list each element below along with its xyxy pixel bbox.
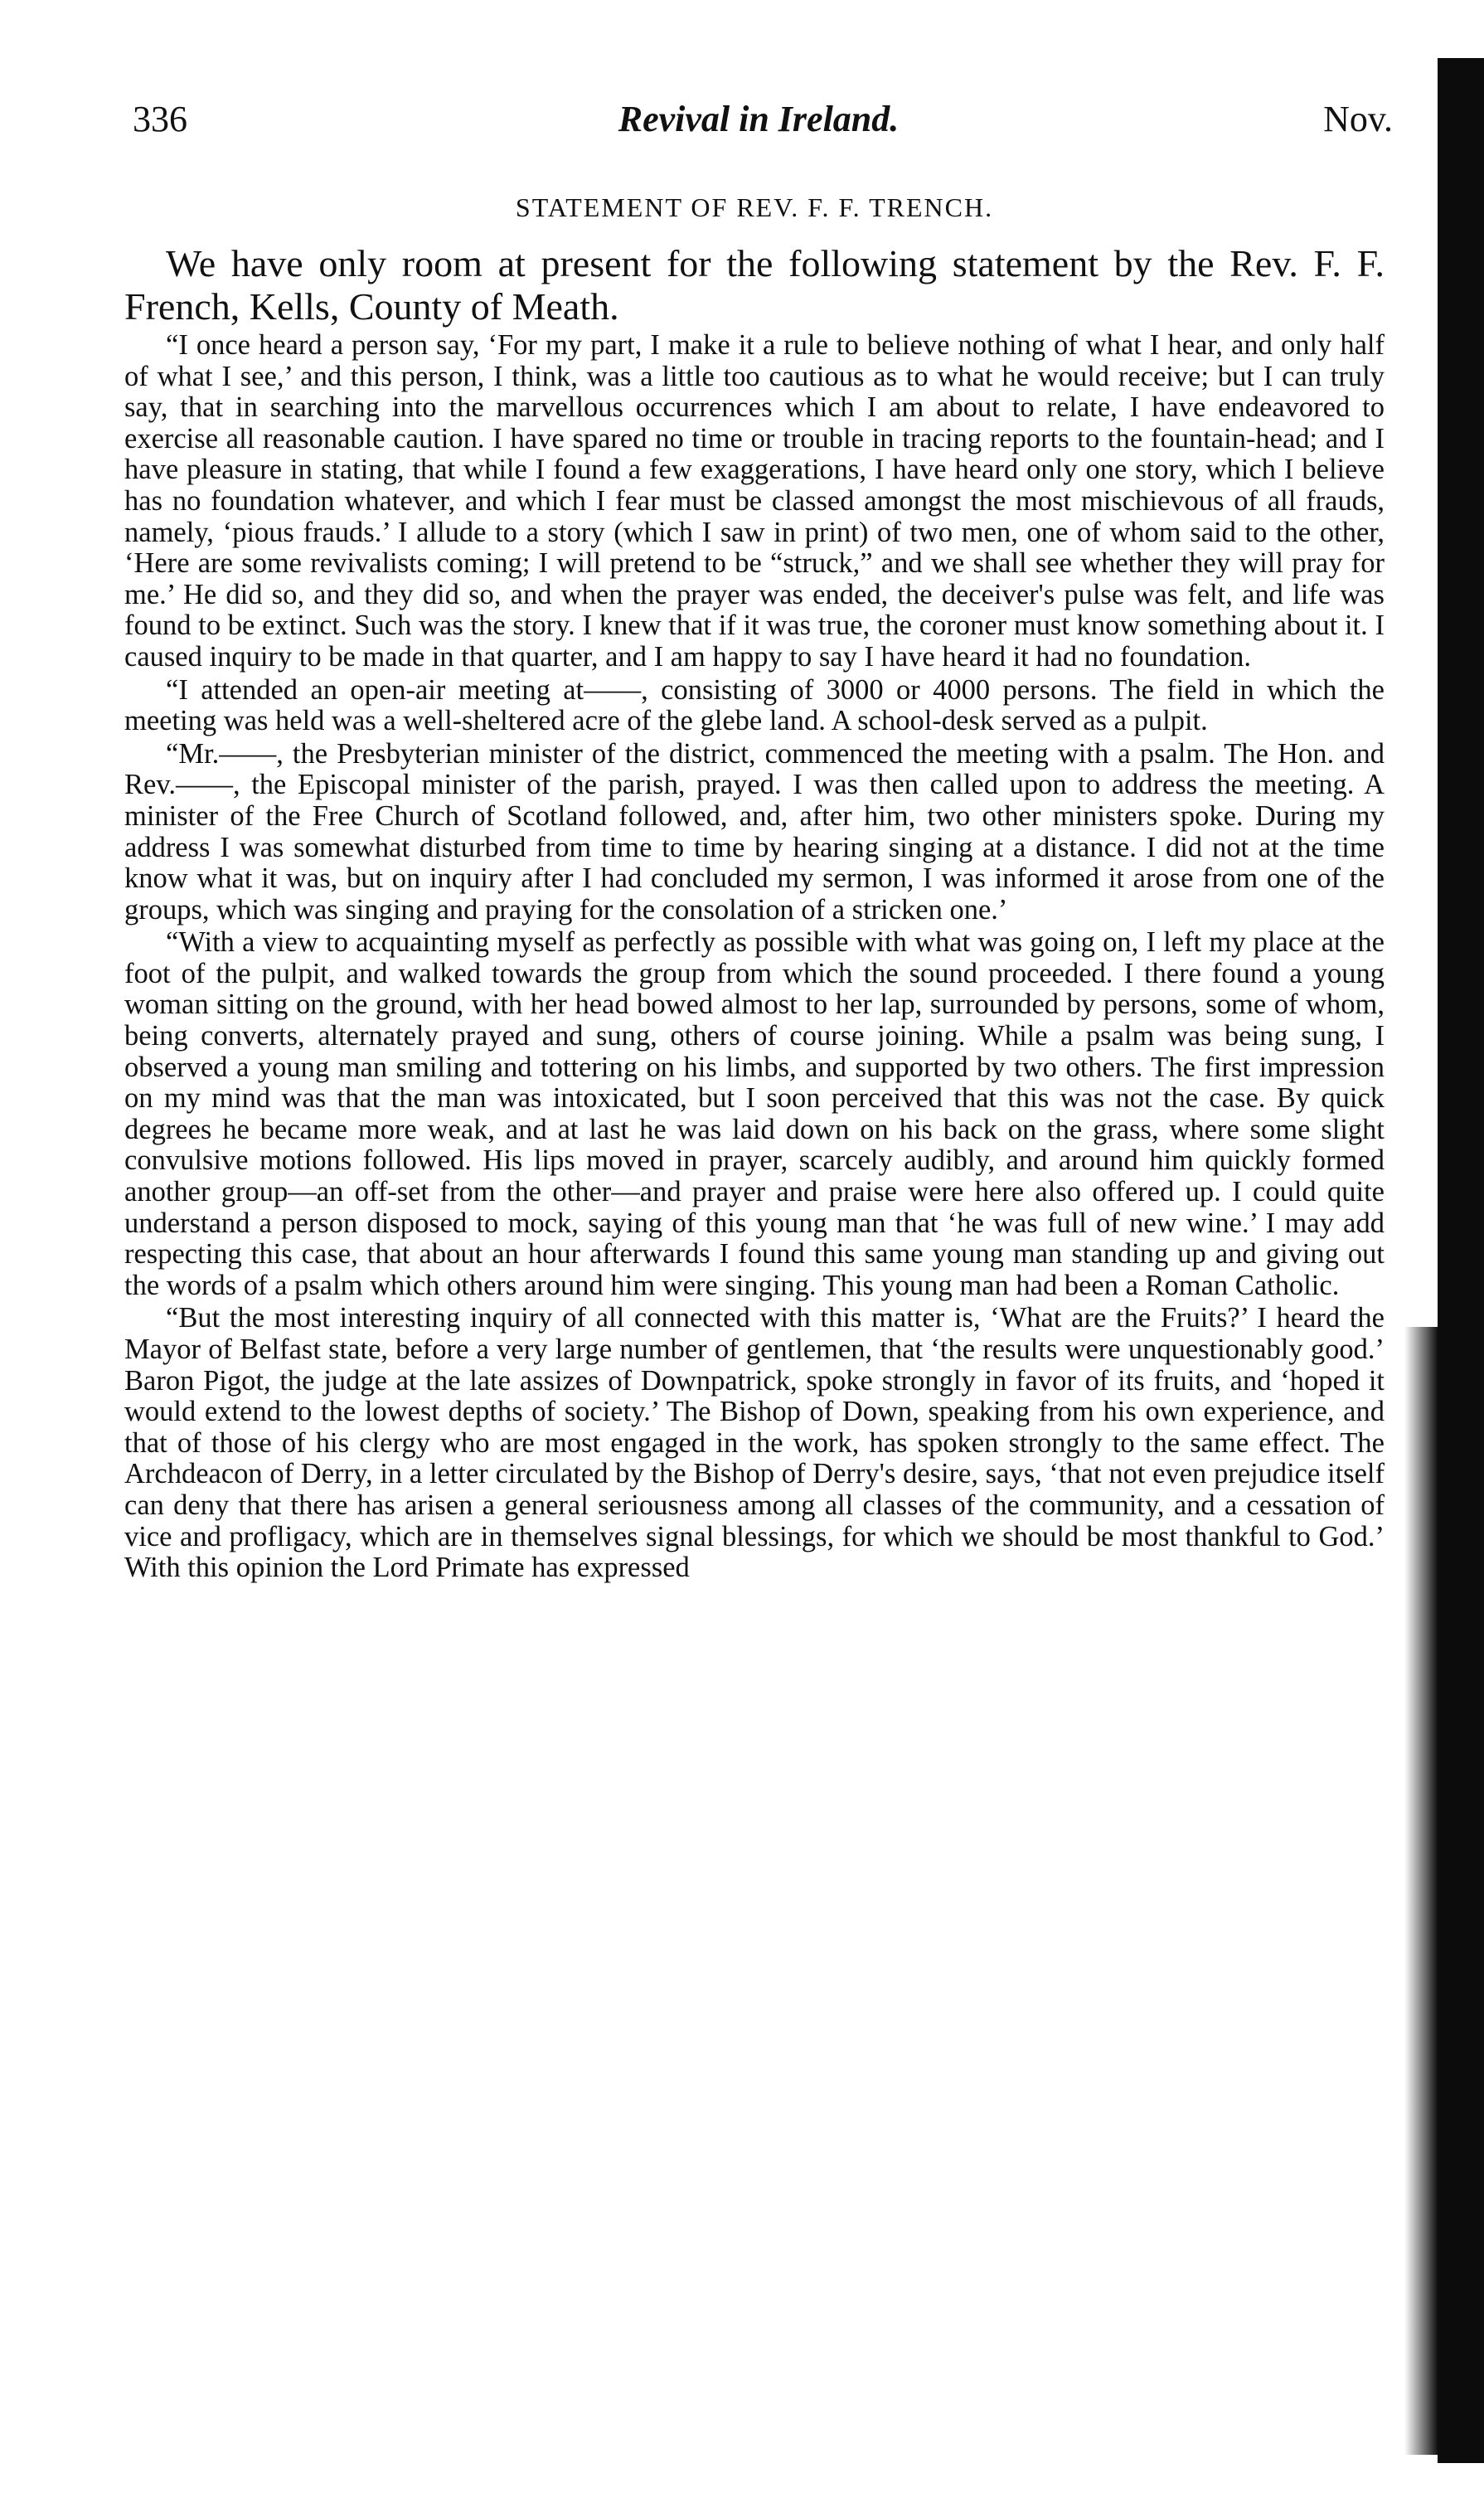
body-paragraph: “I attended an open-air meeting at——, consisting of 3000 or 4000 persons. The field in which the meeting was held was a well-sheltered acre of the glebe land. A school-desk served as a pulpit. <box>124 673 1385 737</box>
body-paragraph: “With a view to acquainting myself as perfectly as possible with what was going on, I left my place at the foot of the pulpit, and walked towards the group from which the sound proceeded. I there found a young woman sitting on the ground, with her head bowed almost to her lap, surrounded by persons, some of whom, being converts, alternately prayed and sung, others of course joining. While a psalm was being sung, I observed a young man smiling and tottering on his limbs, and supported by two others. The first impression on my mind was that the man was intoxicated, but I soon perceived that this was not the case. By quick degrees he became more weak, and at last he was laid down on his back on the grass, where some slight convulsive motions followed. His lips moved in prayer, scarcely audibly, and around him quickly formed another group—an off-set from the other—and prayer and praise were here also offered up. I could quite understand a person disposed to mock, saying of this young man that ‘he was full of new wine.’ I may add respecting this case, that about an hour afterwards I found this same young man standing up and giving out the words of a psalm which others around him were singing. This young man had been a Roman Catholic. <box>124 926 1385 1301</box>
article-body <box>124 191 1385 1584</box>
body-paragraph: “I once heard a person say, ‘For my part, I make it a rule to believe nothing of what I hear, and only half of what I see,’ and this person, I think, was a little too cautious as to what he would receive; but I can truly say, that in searching into the marvellous occurrences which I am about to relate, I have endeavored to exercise all reasonable caution. I have spared no time or trouble in tracing reports to the fountain-head; and I have pleasure in stating, that while I found a few exaggerations, I have heard only one story, which I believe has no foundation whatever, and which I fear must be classed amongst the most mischievous of all frauds, namely, ‘pious frauds.’ I allude to a story (which I saw in print) of two men, one of whom said to the other, ‘Here are some revivalists coming; I will pretend to be “struck,” and we shall see whether they will pray for me.’ He did so, and they did so, and when the prayer was ended, the deceiver's pulse was felt, and life was found to be extinct. Such was the story. I knew that if it was true, the coroner must know something about it. I caused inquiry to be made in that quarter, and I am happy to say I have heard it had no foundation. <box>124 329 1385 673</box>
running-month: Nov. <box>1323 99 1393 139</box>
scan-binding-shadow <box>1438 58 1484 2463</box>
body-paragraph: “Mr.——, the Presbyterian minister of the district, commenced the meeting with a psalm. The Hon. and Rev.——, the Episcopal minister of the parish, prayed. I was then called upon to address the meeting. A minister of the Free Church of Scotland followed, and, after him, two other ministers spoke. During my address I was somewhat disturbed from time to time by hearing singing at a distance. I did not at the time know what it was, but on inquiry after I had concluded my sermon, I was informed it arose from one of the groups, which was singing and praying for the consolation of a stricken one.’ <box>124 737 1385 926</box>
running-title: Revival in Ireland. <box>618 99 900 139</box>
scan-gutter-shadow <box>1404 1327 1438 2455</box>
intro-paragraph: We have only room at present for the following statement by the Rev. F. F. French, Kells, County of Meath. <box>124 242 1385 328</box>
body-paragraph: “But the most interesting inquiry of all connected with this matter is, ‘What are the Fruits?’ I heard the Mayor of Belfast state, before a very large number of gentlemen, that ‘the results were unquestionably good.’ Baron Pigot, the judge at the late assizes of Downpatrick, spoke strongly in favor of its fruits, and ‘hoped it would extend to the lowest depths of society.’ The Bishop of Down, speaking from his own experience, and that of those of his clergy who are most engaged in the work, has spoken strongly to the same effect. The Archdeacon of Derry, in a letter circulated by the Bishop of Derry's desire, says, ‘that not even prejudice itself can deny that there has arisen a general seriousness among all classes of the community, and a cessation of vice and profligacy, which are in themselves signal blessings, for which we should be most thankful to God.’ With this opinion the Lord Primate has expressed <box>124 1302 1385 1584</box>
running-header <box>124 98 1393 148</box>
page-number: 336 <box>133 99 187 139</box>
section-heading: STATEMENT OF REV. F. F. TRENCH. <box>515 192 994 222</box>
